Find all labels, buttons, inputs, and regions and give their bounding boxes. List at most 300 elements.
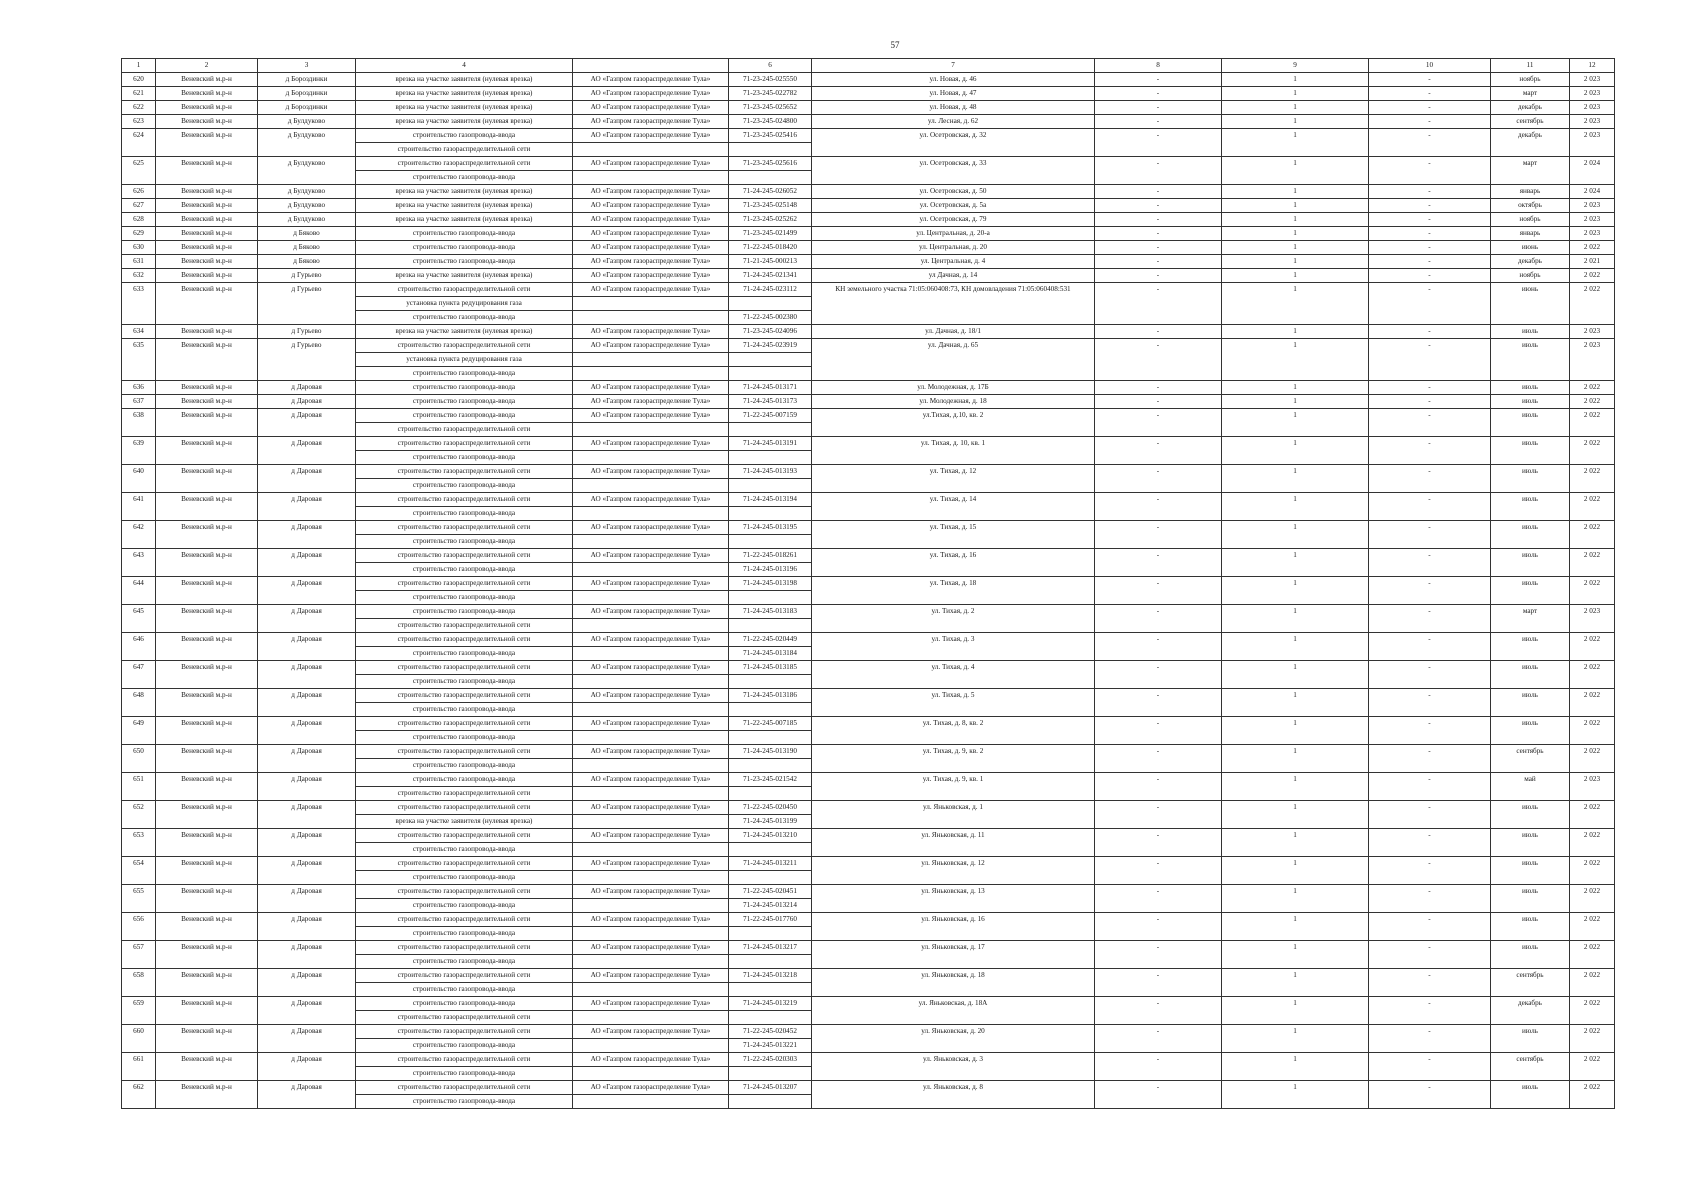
table-row [122, 395, 1615, 409]
cell-col-9: 1 [1222, 199, 1369, 213]
cell-month: январь [1491, 185, 1570, 199]
cell-locality: д Бяково [258, 241, 356, 255]
cell-empty [156, 675, 258, 689]
table-row [122, 801, 1615, 815]
cell-organization: АО «Газпром газораспределение Тула» [573, 269, 729, 283]
cell-empty [1369, 703, 1491, 717]
cell-col-8: - [1095, 395, 1222, 409]
cell-empty [122, 353, 156, 367]
cell-empty [812, 423, 1095, 437]
cell-empty [573, 171, 729, 185]
cell-col-10: - [1369, 227, 1491, 241]
cell-empty [1570, 759, 1615, 773]
cell-empty [1491, 899, 1570, 913]
cell-locality: д Даровая [258, 577, 356, 591]
cell-empty [1222, 423, 1369, 437]
cell-locality: д Бороздинки [258, 73, 356, 87]
cell-locality: д Булдуково [258, 129, 356, 143]
cell-empty [812, 1011, 1095, 1025]
cell-district: Веневский м.р-н [156, 969, 258, 983]
cell-empty [1369, 311, 1491, 325]
cell-empty [1570, 507, 1615, 521]
cell-empty [122, 1011, 156, 1025]
cell-month: июль [1491, 549, 1570, 563]
cell-month: июль [1491, 325, 1570, 339]
cell-empty [1570, 787, 1615, 801]
cell-empty [1491, 955, 1570, 969]
cell-empty [812, 1095, 1095, 1109]
cell-locality: д Бяково [258, 255, 356, 269]
cell-empty [258, 675, 356, 689]
cell-district: Веневский м.р-н [156, 325, 258, 339]
cell-empty [1095, 367, 1222, 381]
cell-col-9: 1 [1222, 465, 1369, 479]
cell-empty [573, 983, 729, 997]
cell-row-number: 648 [122, 689, 156, 703]
cell-locality: д Даровая [258, 493, 356, 507]
cell-col-9: 1 [1222, 941, 1369, 955]
cell-year: 2 022 [1570, 521, 1615, 535]
cell-month: июль [1491, 381, 1570, 395]
cell-col-9: 1 [1222, 493, 1369, 507]
cell-col-10: - [1369, 199, 1491, 213]
cell-empty [156, 367, 258, 381]
table-subrow [122, 703, 1615, 717]
cell-col-9: 1 [1222, 227, 1369, 241]
cell-work-type: строительство газопровода-ввода [356, 227, 573, 241]
cell-empty [156, 353, 258, 367]
cell-col-8: - [1095, 269, 1222, 283]
cell-empty [1369, 591, 1491, 605]
table-subrow [122, 1039, 1615, 1053]
cell-district: Веневский м.р-н [156, 157, 258, 171]
cell-work-type-extra: строительство газораспределительной сети [356, 619, 573, 633]
table-subrow [122, 451, 1615, 465]
cell-month: июнь [1491, 241, 1570, 255]
cell-year: 2 022 [1570, 745, 1615, 759]
cell-empty [1491, 171, 1570, 185]
cell-application-number: 71-23-245-024096 [729, 325, 812, 339]
cell-year: 2 022 [1570, 549, 1615, 563]
cell-empty [1095, 731, 1222, 745]
cell-locality: д Даровая [258, 633, 356, 647]
cell-empty [1570, 171, 1615, 185]
cell-empty [1369, 647, 1491, 661]
cell-empty [1491, 983, 1570, 997]
cell-empty [1570, 297, 1615, 311]
cell-organization: АО «Газпром газораспределение Тула» [573, 829, 729, 843]
table-subrow [122, 983, 1615, 997]
cell-organization: АО «Газпром газораспределение Тула» [573, 689, 729, 703]
cell-row-number: 637 [122, 395, 156, 409]
cell-application-number-extra [729, 507, 812, 521]
cell-empty [573, 507, 729, 521]
cell-col-8: - [1095, 521, 1222, 535]
cell-application-number: 71-22-245-020452 [729, 1025, 812, 1039]
cell-locality: д Даровая [258, 885, 356, 899]
cell-empty [156, 899, 258, 913]
cell-work-type: врезка на участке заявителя (нулевая врезка) [356, 325, 573, 339]
cell-application-number-extra [729, 353, 812, 367]
cell-col-9: 1 [1222, 913, 1369, 927]
cell-organization: АО «Газпром газораспределение Тула» [573, 661, 729, 675]
header-cell: 12 [1570, 59, 1615, 73]
cell-col-9: 1 [1222, 549, 1369, 563]
cell-empty [156, 451, 258, 465]
cell-district: Веневский м.р-н [156, 241, 258, 255]
table-subrow [122, 507, 1615, 521]
cell-application-number: 71-24-245-013190 [729, 745, 812, 759]
cell-col-10: - [1369, 213, 1491, 227]
cell-address: ул. Яньковская, д. 8 [812, 1081, 1095, 1095]
cell-col-10: - [1369, 395, 1491, 409]
cell-col-10: - [1369, 521, 1491, 535]
cell-empty [1222, 535, 1369, 549]
cell-empty [1095, 297, 1222, 311]
cell-address: ул. Яньковская, д. 18 [812, 969, 1095, 983]
cell-application-number: 71-22-245-020449 [729, 633, 812, 647]
table-row [122, 773, 1615, 787]
cell-empty [258, 927, 356, 941]
cell-application-number: 71-24-245-023919 [729, 339, 812, 353]
cell-application-number-extra [729, 983, 812, 997]
cell-empty [1222, 787, 1369, 801]
cell-empty [1095, 353, 1222, 367]
cell-empty [573, 731, 729, 745]
cell-row-number: 651 [122, 773, 156, 787]
cell-application-number-extra [729, 927, 812, 941]
cell-col-8: - [1095, 101, 1222, 115]
cell-district: Веневский м.р-н [156, 857, 258, 871]
cell-empty [1491, 619, 1570, 633]
cell-empty [156, 983, 258, 997]
cell-address: ул. Яньковская, д. 12 [812, 857, 1095, 871]
cell-year: 2 022 [1570, 381, 1615, 395]
cell-col-9: 1 [1222, 801, 1369, 815]
cell-row-number: 624 [122, 129, 156, 143]
cell-empty [156, 955, 258, 969]
cell-locality: д Бороздинки [258, 101, 356, 115]
table-row [122, 325, 1615, 339]
cell-work-type: строительство газопровода-ввода [356, 255, 573, 269]
cell-organization: АО «Газпром газораспределение Тула» [573, 409, 729, 423]
cell-district: Веневский м.р-н [156, 395, 258, 409]
cell-empty [258, 479, 356, 493]
cell-work-type: врезка на участке заявителя (нулевая врезка) [356, 199, 573, 213]
cell-work-type: врезка на участке заявителя (нулевая врезка) [356, 185, 573, 199]
cell-address: ул. Яньковская, д. 17 [812, 941, 1095, 955]
cell-empty [122, 591, 156, 605]
cell-application-number: 71-24-245-013210 [729, 829, 812, 843]
cell-application-number-extra [729, 1067, 812, 1081]
cell-empty [122, 619, 156, 633]
cell-row-number: 656 [122, 913, 156, 927]
cell-empty [573, 815, 729, 829]
cell-organization: АО «Газпром газораспределение Тула» [573, 73, 729, 87]
cell-empty [1095, 423, 1222, 437]
cell-month: сентябрь [1491, 115, 1570, 129]
cell-year: 2 021 [1570, 255, 1615, 269]
cell-col-8: - [1095, 409, 1222, 423]
cell-empty [122, 311, 156, 325]
cell-empty [573, 871, 729, 885]
cell-empty [1222, 647, 1369, 661]
header-cell [573, 59, 729, 73]
cell-year: 2 022 [1570, 913, 1615, 927]
header-cell: 3 [258, 59, 356, 73]
table-body [122, 59, 1615, 1109]
cell-empty [812, 759, 1095, 773]
cell-district: Веневский м.р-н [156, 1053, 258, 1067]
cell-application-number-extra [729, 143, 812, 157]
cell-col-9: 1 [1222, 521, 1369, 535]
cell-district: Веневский м.р-н [156, 633, 258, 647]
cell-empty [1222, 353, 1369, 367]
cell-address: ул. Тихая, д. 5 [812, 689, 1095, 703]
table-row [122, 829, 1615, 843]
cell-empty [573, 451, 729, 465]
cell-work-type-extra: установка пункта редуцирования газа [356, 353, 573, 367]
cell-empty [122, 955, 156, 969]
cell-col-8: - [1095, 199, 1222, 213]
cell-empty [258, 1039, 356, 1053]
cell-work-type: строительство газопровода-ввода [356, 381, 573, 395]
cell-district: Веневский м.р-н [156, 829, 258, 843]
cell-empty [1222, 731, 1369, 745]
cell-empty [1095, 1067, 1222, 1081]
cell-organization: АО «Газпром газораспределение Тула» [573, 87, 729, 101]
cell-month: июль [1491, 801, 1570, 815]
cell-application-number-extra [729, 787, 812, 801]
cell-year: 2 024 [1570, 157, 1615, 171]
cell-col-10: - [1369, 129, 1491, 143]
cell-col-8: - [1095, 227, 1222, 241]
cell-work-type: строительство газораспределительной сети [356, 885, 573, 899]
cell-col-8: - [1095, 745, 1222, 759]
table-row [122, 339, 1615, 353]
cell-district: Веневский м.р-н [156, 577, 258, 591]
cell-empty [1369, 619, 1491, 633]
table-row [122, 549, 1615, 563]
cell-empty [258, 759, 356, 773]
cell-col-10: - [1369, 605, 1491, 619]
cell-col-8: - [1095, 689, 1222, 703]
cell-district: Веневский м.р-н [156, 689, 258, 703]
cell-col-10: - [1369, 773, 1491, 787]
cell-empty [156, 703, 258, 717]
cell-application-number: 71-22-245-018420 [729, 241, 812, 255]
cell-col-8: - [1095, 185, 1222, 199]
cell-row-number: 661 [122, 1053, 156, 1067]
table-row [122, 101, 1615, 115]
cell-month: июль [1491, 633, 1570, 647]
table-row [122, 521, 1615, 535]
cell-col-8: - [1095, 549, 1222, 563]
table-row [122, 633, 1615, 647]
cell-application-number: 71-23-245-022782 [729, 87, 812, 101]
cell-empty [1222, 1011, 1369, 1025]
cell-col-8: - [1095, 157, 1222, 171]
cell-empty [156, 759, 258, 773]
cell-empty [1095, 591, 1222, 605]
cell-work-type-extra: строительство газопровода-ввода [356, 731, 573, 745]
cell-col-9: 1 [1222, 325, 1369, 339]
cell-month: ноябрь [1491, 269, 1570, 283]
cell-empty [258, 535, 356, 549]
cell-empty [1369, 675, 1491, 689]
cell-empty [573, 1067, 729, 1081]
cell-empty [573, 1039, 729, 1053]
cell-application-number: 71-23-245-024800 [729, 115, 812, 129]
register-table [121, 58, 1615, 1109]
cell-empty [1369, 1067, 1491, 1081]
cell-month: июль [1491, 689, 1570, 703]
cell-empty [1570, 353, 1615, 367]
cell-empty [1369, 171, 1491, 185]
cell-address: ул. Осетровская, д. 50 [812, 185, 1095, 199]
cell-row-number: 658 [122, 969, 156, 983]
cell-application-number-extra [729, 423, 812, 437]
cell-year: 2 022 [1570, 283, 1615, 297]
cell-organization: АО «Газпром газораспределение Тула» [573, 1025, 729, 1039]
cell-empty [258, 451, 356, 465]
cell-empty [1095, 815, 1222, 829]
cell-year: 2 022 [1570, 801, 1615, 815]
cell-locality: д Даровая [258, 409, 356, 423]
cell-empty [1491, 451, 1570, 465]
cell-col-9: 1 [1222, 409, 1369, 423]
cell-year: 2 023 [1570, 227, 1615, 241]
cell-address: ул. Яньковская, д. 16 [812, 913, 1095, 927]
table-subrow [122, 787, 1615, 801]
cell-empty [122, 507, 156, 521]
cell-month: июль [1491, 493, 1570, 507]
cell-month: сентябрь [1491, 1053, 1570, 1067]
cell-empty [1095, 311, 1222, 325]
cell-empty [1222, 143, 1369, 157]
cell-col-10: - [1369, 255, 1491, 269]
cell-district: Веневский м.р-н [156, 521, 258, 535]
cell-application-number: 71-23-245-025148 [729, 199, 812, 213]
cell-organization: АО «Газпром газораспределение Тула» [573, 255, 729, 269]
cell-empty [1369, 1011, 1491, 1025]
cell-empty [1222, 843, 1369, 857]
cell-empty [812, 703, 1095, 717]
cell-col-10: - [1369, 801, 1491, 815]
cell-col-10: - [1369, 941, 1491, 955]
cell-district: Веневский м.р-н [156, 437, 258, 451]
cell-col-10: - [1369, 661, 1491, 675]
table-row [122, 227, 1615, 241]
cell-address: ул. Тихая, д. 2 [812, 605, 1095, 619]
cell-work-type: строительство газопровода-ввода [356, 605, 573, 619]
cell-empty [122, 675, 156, 689]
cell-year: 2 022 [1570, 857, 1615, 871]
cell-organization: АО «Газпром газораспределение Тула» [573, 185, 729, 199]
cell-empty [1369, 297, 1491, 311]
cell-row-number: 662 [122, 1081, 156, 1095]
cell-empty [258, 563, 356, 577]
table-subrow [122, 927, 1615, 941]
cell-empty [156, 787, 258, 801]
cell-empty [1095, 535, 1222, 549]
cell-work-type-extra: строительство газопровода-ввода [356, 759, 573, 773]
cell-row-number: 652 [122, 801, 156, 815]
cell-empty [1095, 675, 1222, 689]
cell-empty [1570, 479, 1615, 493]
cell-organization: АО «Газпром газораспределение Тула» [573, 157, 729, 171]
cell-district: Веневский м.р-н [156, 73, 258, 87]
header-cell: 1 [122, 59, 156, 73]
cell-empty [812, 815, 1095, 829]
cell-col-10: - [1369, 339, 1491, 353]
cell-col-9: 1 [1222, 1053, 1369, 1067]
cell-empty [156, 647, 258, 661]
cell-row-number: 646 [122, 633, 156, 647]
cell-locality: д Даровая [258, 717, 356, 731]
cell-empty [812, 591, 1095, 605]
cell-empty [1570, 815, 1615, 829]
cell-work-type: строительство газораспределительной сети [356, 801, 573, 815]
cell-month: сентябрь [1491, 969, 1570, 983]
cell-work-type: строительство газораспределительной сети [356, 913, 573, 927]
cell-month: декабрь [1491, 129, 1570, 143]
cell-empty [1570, 983, 1615, 997]
table-subrow [122, 815, 1615, 829]
cell-address: КН земельного участка 71:05:060408:73, КН домовладения 71:05:060408:531 [812, 283, 1095, 297]
cell-month: июнь [1491, 283, 1570, 297]
cell-col-10: - [1369, 493, 1491, 507]
cell-col-9: 1 [1222, 101, 1369, 115]
cell-empty [1369, 507, 1491, 521]
cell-application-number: 71-24-245-013219 [729, 997, 812, 1011]
cell-col-10: - [1369, 1053, 1491, 1067]
cell-empty [122, 367, 156, 381]
cell-empty [573, 759, 729, 773]
cell-empty [1222, 815, 1369, 829]
cell-application-number: 71-22-245-007185 [729, 717, 812, 731]
cell-empty [1222, 1095, 1369, 1109]
cell-empty [1491, 1011, 1570, 1025]
cell-empty [1095, 927, 1222, 941]
cell-col-8: - [1095, 829, 1222, 843]
page-number: 57 [890, 40, 900, 50]
cell-locality: д Даровая [258, 661, 356, 675]
cell-empty [1222, 479, 1369, 493]
cell-empty [156, 591, 258, 605]
cell-col-9: 1 [1222, 997, 1369, 1011]
cell-address: ул. Тихая, д. 18 [812, 577, 1095, 591]
cell-col-8: - [1095, 1025, 1222, 1039]
cell-year: 2 023 [1570, 129, 1615, 143]
cell-organization: АО «Газпром газораспределение Тула» [573, 913, 729, 927]
cell-locality: д Даровая [258, 549, 356, 563]
header-cell: 2 [156, 59, 258, 73]
cell-empty [1491, 353, 1570, 367]
cell-empty [1570, 843, 1615, 857]
cell-empty [258, 1095, 356, 1109]
cell-organization: АО «Газпром газораспределение Тула» [573, 605, 729, 619]
table-row [122, 913, 1615, 927]
cell-work-type-extra: строительство газопровода-ввода [356, 647, 573, 661]
cell-col-9: 1 [1222, 773, 1369, 787]
cell-empty [1369, 899, 1491, 913]
cell-empty [573, 619, 729, 633]
cell-empty [122, 983, 156, 997]
cell-application-number: 71-23-245-025550 [729, 73, 812, 87]
cell-month: июль [1491, 941, 1570, 955]
cell-month: июль [1491, 661, 1570, 675]
